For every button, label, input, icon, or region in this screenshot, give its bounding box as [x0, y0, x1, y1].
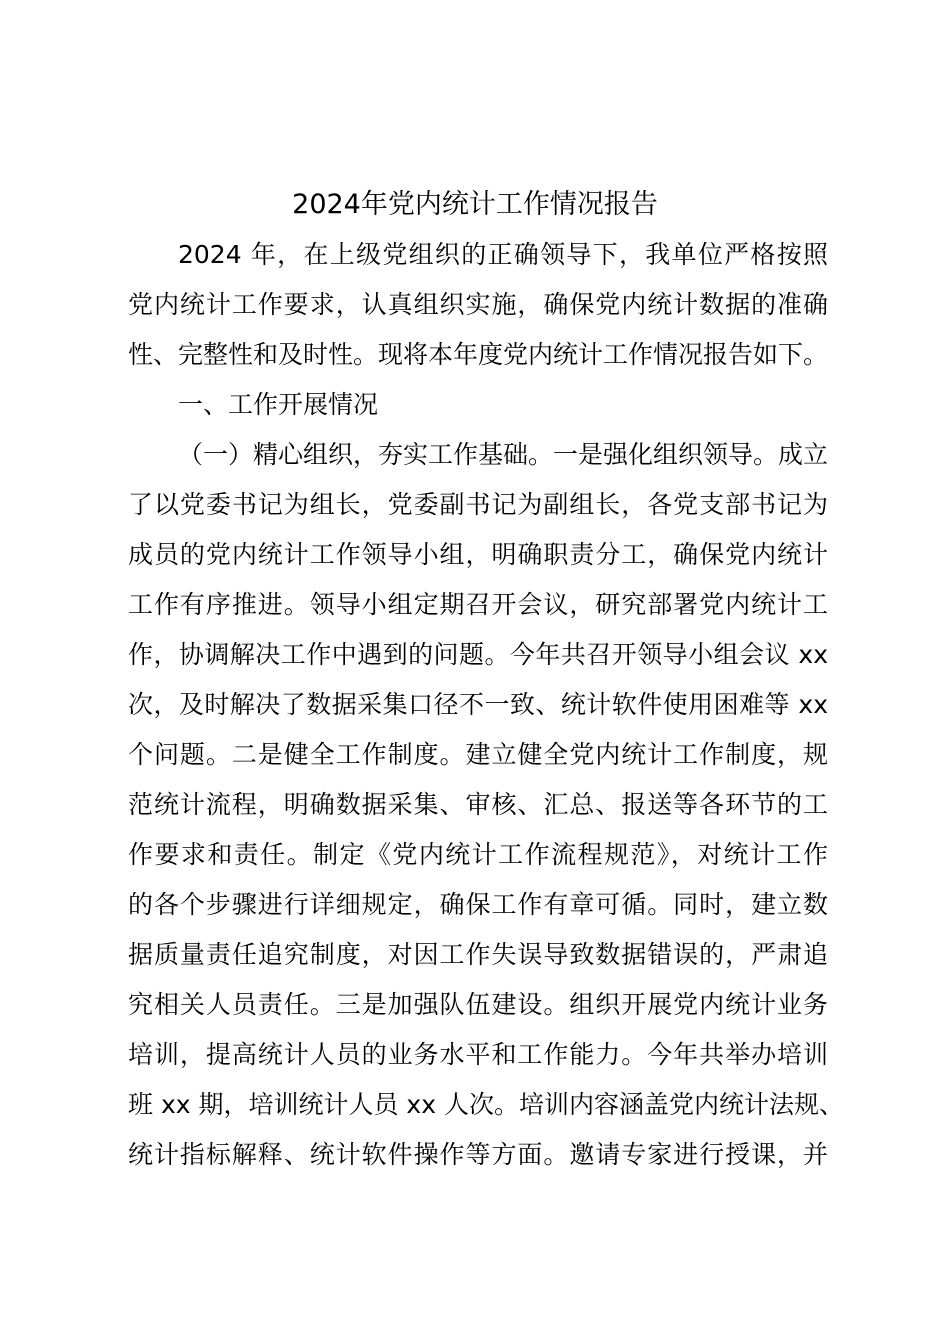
- intro-line: 2024 年，在上级党组织的正确领导下，我单位严格按照: [178, 240, 828, 269]
- body-line: 作，协调解决工作中遇到的问题。今年共召开领导小组会议 xx: [128, 640, 828, 669]
- body-line: 统计指标解释、统计软件操作等方面。邀请专家进行授课，并: [128, 1140, 828, 1169]
- body-line: 作要求和责任。制定《党内统计工作流程规范》，对统计工作: [128, 840, 828, 869]
- body-line: 工作有序推进。领导小组定期召开会议，研究部署党内统计工: [128, 590, 828, 619]
- document-title: 2024年党内统计工作情况报告: [292, 189, 658, 220]
- body-line: 成员的党内统计工作领导小组，明确职责分工，确保党内统计: [128, 540, 828, 569]
- body-line: 班 xx 期，培训统计人员 xx 人次。培训内容涵盖党内统计法规、: [128, 1090, 844, 1119]
- intro-line: 党内统计工作要求，认真组织实施，确保党内统计数据的准确: [128, 290, 828, 319]
- section-heading: 一、工作开展情况: [178, 390, 379, 419]
- body-line: 次，及时解决了数据采集口径不一致、统计软件使用困难等 xx: [128, 690, 828, 719]
- body-line: 个问题。二是健全工作制度。建立健全党内统计工作制度，规: [128, 740, 828, 769]
- body-line: （一）精心组织，夯实工作基础。一是强化组织领导。成立: [178, 440, 829, 469]
- body-line: 范统计流程，明确数据采集、审核、汇总、报送等各环节的工: [128, 790, 828, 819]
- body-line: 究相关人员责任。三是加强队伍建设。组织开展党内统计业务: [128, 990, 828, 1019]
- body-line: 据质量责任追究制度，对因工作失误导致数据错误的，严肃追: [128, 940, 828, 969]
- intro-line: 性、完整性和及时性。现将本年度党内统计工作情况报告如下。: [128, 340, 829, 369]
- body-line: 培训，提高统计人员的业务水平和工作能力。今年共举办培训: [128, 1040, 828, 1069]
- body-line: 了以党委书记为组长，党委副书记为副组长，各党支部书记为: [128, 490, 828, 519]
- body-line: 的各个步骤进行详细规定，确保工作有章可循。同时，建立数: [128, 890, 828, 919]
